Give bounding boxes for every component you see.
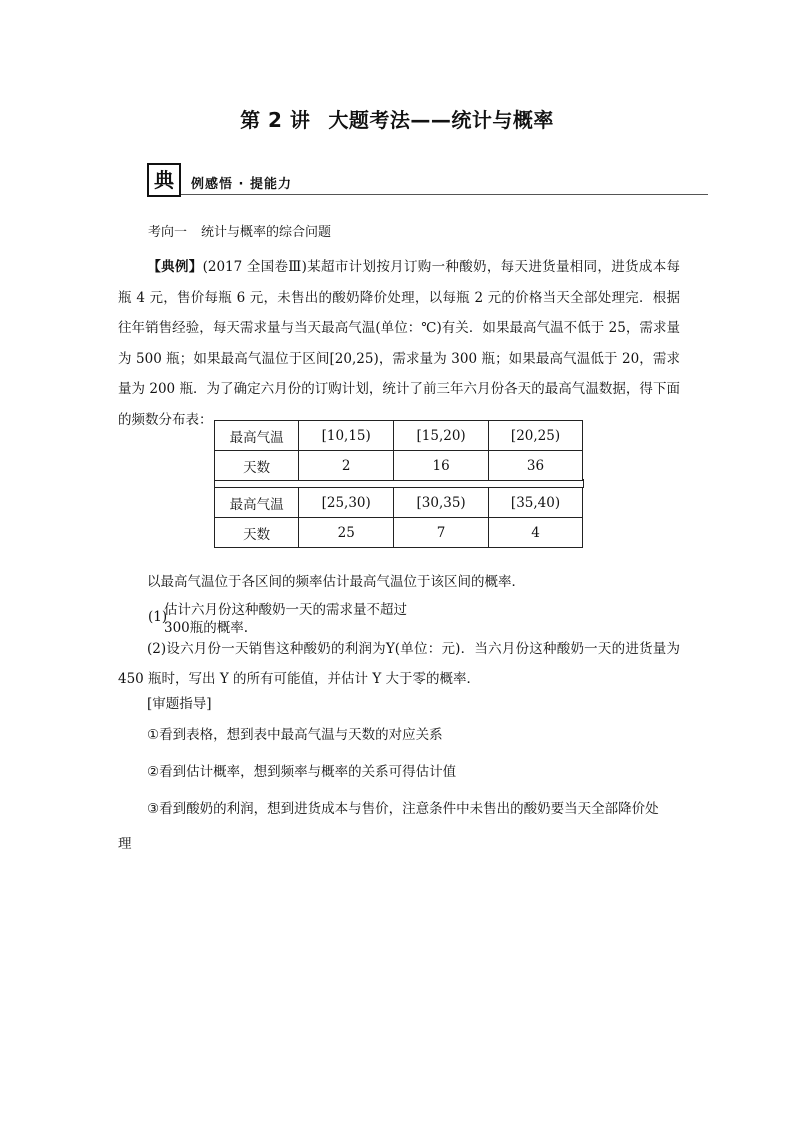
table-row — [215, 518, 583, 548]
table-cell: 天数 — [215, 451, 299, 481]
table-cell: [35,40) — [489, 488, 583, 518]
guide-item-2: ②看到估计概率，想到频率与概率的关系可得估计值 — [147, 764, 457, 780]
guide-title: [审题指导] — [147, 696, 212, 712]
guide-item-3: ③看到酸奶的利润，想到进货成本与售价，注意条件中未售出的酸奶要当天全部降价处 — [147, 801, 659, 817]
table-row — [215, 488, 583, 518]
table-cell: [20,25) — [489, 421, 583, 451]
table-cell: 4 — [489, 518, 583, 548]
frequency-table-2 — [214, 487, 583, 548]
section-label: 例感悟 · 提能力 — [191, 177, 292, 192]
guide-item-1: ①看到表格，想到表中最高气温与天数的对应关系 — [147, 727, 443, 743]
question-2-text: (2)设六月份一天销售这种酸奶的利润为Y(单位：元)．当六月份这种酸奶一天的进货量为 450 瓶时，写出 Y 的所有可能值，并估计 Y 大于零的概率． — [118, 641, 680, 687]
frequency-table-1 — [214, 420, 583, 481]
table-cell: 最高气温 — [215, 488, 299, 518]
table-cell: [30,35) — [394, 488, 489, 518]
question-1-number: (1) — [148, 609, 168, 625]
topic-label: 考向一 — [148, 225, 188, 240]
table-cell: 16 — [394, 451, 489, 481]
table-cell: [10,15) — [299, 421, 394, 451]
table-cell: 最高气温 — [215, 421, 299, 451]
table-cell: [15,20) — [394, 421, 489, 451]
table-cell: [25,30) — [299, 488, 394, 518]
table-row — [215, 421, 583, 451]
question-1-line-2: 300瓶的概率. — [164, 620, 249, 636]
lesson-number: 第 2 讲 — [240, 108, 311, 132]
section-divider — [181, 194, 708, 195]
probability-note: 以最高气温位于各区间的频率估计最高气温位于该区间的概率． — [147, 574, 525, 590]
table-row — [215, 451, 583, 481]
example-tag: 【典例】 — [147, 259, 203, 275]
topic-name: 统计与概率的综合问题 — [201, 225, 332, 240]
table-cell: 25 — [299, 518, 394, 548]
example-paragraph — [118, 252, 680, 435]
table-cell: 36 — [489, 451, 583, 481]
page-title — [0, 104, 794, 133]
section-header — [147, 163, 708, 197]
table-cell: 2 — [299, 451, 394, 481]
section-box-char: 典 — [147, 163, 181, 197]
question-1-line-1: 估计六月份这种酸奶一天的需求量不超过 — [164, 602, 407, 618]
guide-item-3-tail: 理 — [118, 836, 132, 852]
question-2 — [118, 634, 680, 694]
table-cell: 天数 — [215, 518, 299, 548]
lesson-title: 大题考法——统计与概率 — [328, 108, 554, 132]
topic-heading — [148, 221, 331, 240]
example-text: (2017 全国卷Ⅲ)某超市计划按月订购一种酸奶，每天进货量相同，进货成本每瓶 4 元，售价每瓶 6 元，未售出的酸奶降价处理，以每瓶 2 元的价格当天全部处理完．根据往年销售经验，每天需求量与当天最高气温(单位：℃)有关．如果最高气温不低于 25，需求量为 500 瓶；如果最高气温位于区间[20,25)，需求量为 300 瓶；如果最高气温低于 20，需求量为 200 瓶．为了确定六月份的订购计划，统计了前三年六月份各天的最高气温数据，得下面的频数分布表： — [118, 259, 681, 428]
table-cell: 7 — [394, 518, 489, 548]
